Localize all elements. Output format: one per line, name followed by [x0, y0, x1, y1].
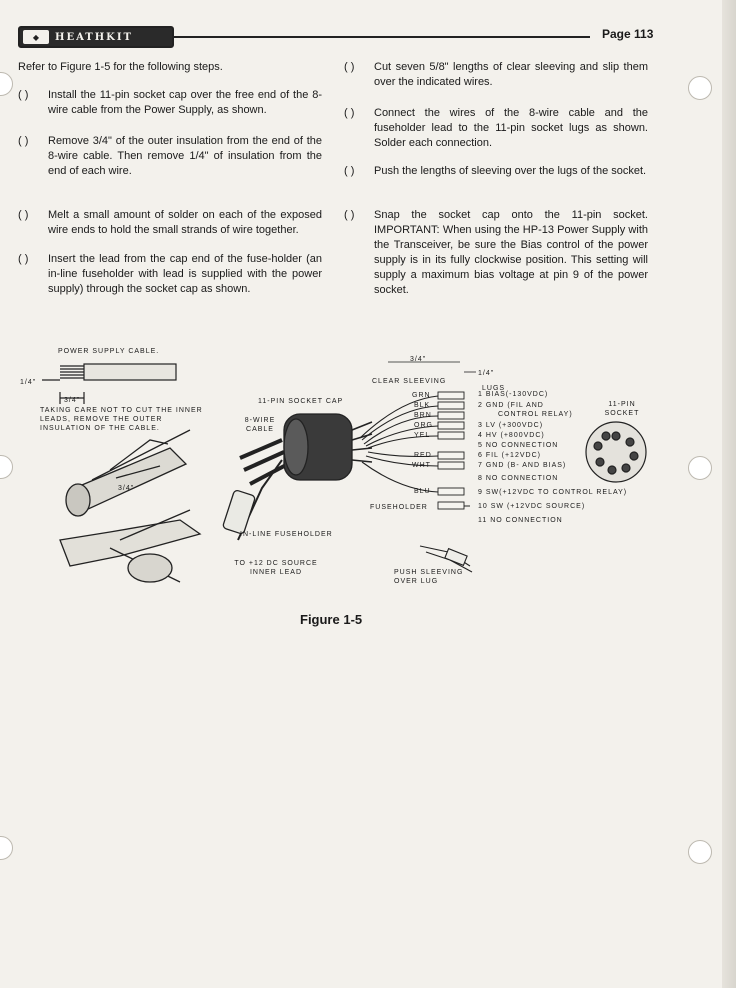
pin-label: 1 BIAS(-130VDC) — [478, 391, 549, 398]
pin-label: CONTROL RELAY) — [498, 411, 573, 418]
figure-caption: Figure 1-5 — [300, 612, 363, 627]
quarter-inch-label: 1/4" — [20, 379, 37, 386]
figure-1-5-drawing — [0, 340, 736, 660]
wire-label-blu: BLU — [414, 488, 431, 495]
intro-text: Refer to Figure 1-5 for the following steps. — [18, 61, 223, 73]
eleven-pin-socket-drawing — [586, 422, 646, 482]
clear-sleeving-label: CLEAR SLEEVING — [372, 378, 447, 385]
checkbox[interactable]: ( ) — [344, 107, 355, 119]
wire-label-brn: BRN — [414, 412, 432, 419]
step-text: Melt a small amount of solder on each of the exposed wire ends to hold the small strands of wire together. — [48, 209, 322, 236]
pliers-drawing — [60, 510, 200, 582]
pin-label: 6 FIL (+12VDC) — [478, 452, 541, 459]
pin-label: 11 NO CONNECTION — [478, 517, 563, 524]
pin-label: 3 LV (+300VDC) — [478, 422, 544, 429]
binder-hole — [0, 836, 13, 860]
step-text: Snap the socket cap onto the 11-pin socket. IMPORTANT: When using the HP-13 Power Supply with the Transceiver, be sure the Bias control of the power supply is in its fully clockwise position. This setting will supply a maximum bias voltage at pin 9 of the power socket. — [374, 209, 648, 296]
header-rule — [174, 36, 590, 38]
wire-label-wht: WHT — [412, 462, 431, 469]
wire-label-org: ORG — [414, 422, 433, 429]
wire-label-grn: GRN — [412, 392, 431, 399]
pin-label: 10 SW (+12VDC SOURCE) — [478, 503, 586, 510]
knife-cutting-drawing — [66, 430, 190, 516]
power-supply-cable-label: POWER SUPPLY CABLE. — [58, 348, 160, 355]
pin-label: 8 NO CONNECTION — [478, 475, 559, 482]
pin-label: 4 HV (+800VDC) — [478, 432, 545, 439]
inline-fuseholder-label: IN-LINE FUSEHOLDER — [240, 531, 333, 538]
fuseholder-label: FUSEHOLDER — [370, 504, 428, 511]
lugs-label: LUGS — [482, 385, 506, 392]
wire-label-yel: YEL — [414, 432, 431, 439]
eight-wire-cable-label: 8-WIRE CABLE — [244, 417, 276, 433]
socket-cap-label: 11-PIN SOCKET CAP — [258, 398, 344, 405]
three-quarter-inch-label: 3/4" — [410, 356, 427, 363]
step-text: Install the 11-pin socket cap over the free end of the 8-wire cable from the Power Supply, as shown. — [48, 89, 322, 116]
taking-care-note: TAKING CARE NOT TO CUT THE INNER LEADS, REMOVE THE OUTER INSULATION OF THE CABLE. — [40, 407, 203, 432]
checkbox[interactable]: ( ) — [344, 209, 355, 221]
logo-emblem-icon: ◆ — [23, 30, 49, 44]
stripped-cable-drawing — [42, 364, 176, 404]
three-quarter-inch-label: 3/4" — [118, 485, 135, 492]
step-text: Connect the wires of the 8-wire cable and the fuseholder lead to the 11-pin socket lugs as shown. Solder each connection. — [374, 107, 648, 149]
heathkit-logo — [18, 26, 174, 48]
binder-hole — [688, 840, 712, 864]
page-number: Page 113 — [602, 27, 654, 41]
wire-label-blk: BLK — [414, 402, 431, 409]
step-text: Remove 3/4" of the outer insulation from the end of the 8-wire cable. Then remove 1/4" of insulation from the end of each wire. — [48, 135, 322, 177]
pin-label: 9 SW(+12VDC TO CONTROL RELAY) — [478, 489, 628, 496]
wire-label-red: RED — [414, 452, 432, 459]
three-quarter-inch-label: 3/4" — [64, 397, 81, 404]
checkbox[interactable]: ( ) — [344, 61, 355, 73]
checkbox[interactable]: ( ) — [344, 165, 355, 177]
pin-label: 5 NO CONNECTION — [478, 442, 559, 449]
step-text: Insert the lead from the cap end of the fuse-holder (an in-line fuseholder with lead is supplied with the power supply) through the socket cap as shown. — [48, 253, 322, 295]
binder-hole — [0, 72, 13, 96]
quarter-inch-label: 1/4" — [478, 370, 495, 377]
checkbox[interactable]: ( ) — [18, 89, 29, 101]
logo-text: HEATHKIT — [55, 31, 133, 43]
binder-hole — [688, 76, 712, 100]
step-text: Push the lengths of sleeving over the lugs of the socket. — [374, 165, 647, 177]
pin-label: 7 GND (B- AND BIAS) — [478, 462, 567, 469]
pin-label: 2 GND (FIL AND — [478, 402, 544, 409]
step-text: Cut seven 5/8" lengths of clear sleeving and slip them over the indicated wires. — [374, 61, 648, 88]
checkbox[interactable]: ( ) — [18, 209, 29, 221]
dc-source-label: TO +12 DC SOURCE INNER LEAD — [234, 560, 318, 576]
checkbox[interactable]: ( ) — [18, 253, 29, 265]
checkbox[interactable]: ( ) — [18, 135, 29, 147]
eleven-pin-socket-label: 11-PIN SOCKET — [604, 401, 640, 417]
push-sleeving-label: PUSH SLEEVING OVER LUG — [394, 569, 464, 585]
